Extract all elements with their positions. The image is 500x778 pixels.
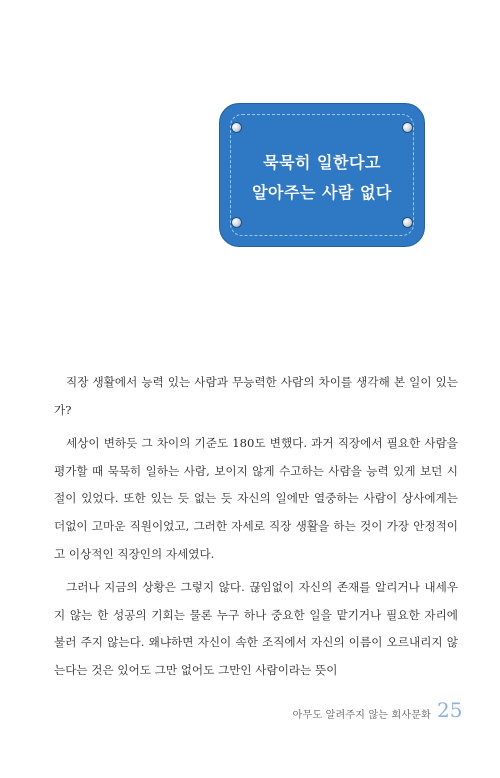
paragraph-2: 세상이 변하듯 그 차이의 기준도 180도 변했다. 과거 직장에서 필요한 사람을 평가할 때 묵묵히 일하는 사람, 보이지 않게 수고하는 사람을 능력 있게 보던 시절이 있었다. 또한 있는 듯 없는 듯 자신의 일에만 열중하는 사람이 상사에게는 더없이 고마운 직원이었고, 그러한 자세로 직장 생활을 하는 것이 가장 안정적이고 이상적인 직장인의 자세였다. (54, 436, 458, 561)
chapter-title-plate (219, 103, 425, 247)
running-title: 아무도 알려주지 않는 회사문화 (292, 710, 431, 721)
rivet-icon (403, 123, 412, 132)
body-text (54, 369, 458, 685)
rivet-icon (232, 123, 241, 132)
paragraph-1: 직장 생활에서 능력 있는 사람과 무능력한 사람의 차이를 생각해 본 일이 있는가? (54, 375, 458, 417)
page-number: 25 (437, 698, 463, 722)
chapter-title-line-2: 알아주는 사람 없다 (252, 183, 392, 202)
rivet-icon (232, 218, 241, 227)
rivet-icon (403, 218, 412, 227)
chapter-title (220, 148, 424, 208)
chapter-title-line-1: 묵묵히 일한다고 (263, 153, 381, 172)
paragraph-3: 그러나 지금의 상황은 그렇지 않다. 끊임없이 자신의 존재를 알리거나 내세우지 않는 한 성공의 기회는 물론 누구 하나 중요한 일을 맡기거나 필요한 자리에 불러 주지 않는다. 왜냐하면 자신이 속한 조직에서 자신의 이름이 오르내리지 않는다는 것은 있어도 그만 없어도 그만인 사람이라는 뜻이 (54, 580, 458, 677)
